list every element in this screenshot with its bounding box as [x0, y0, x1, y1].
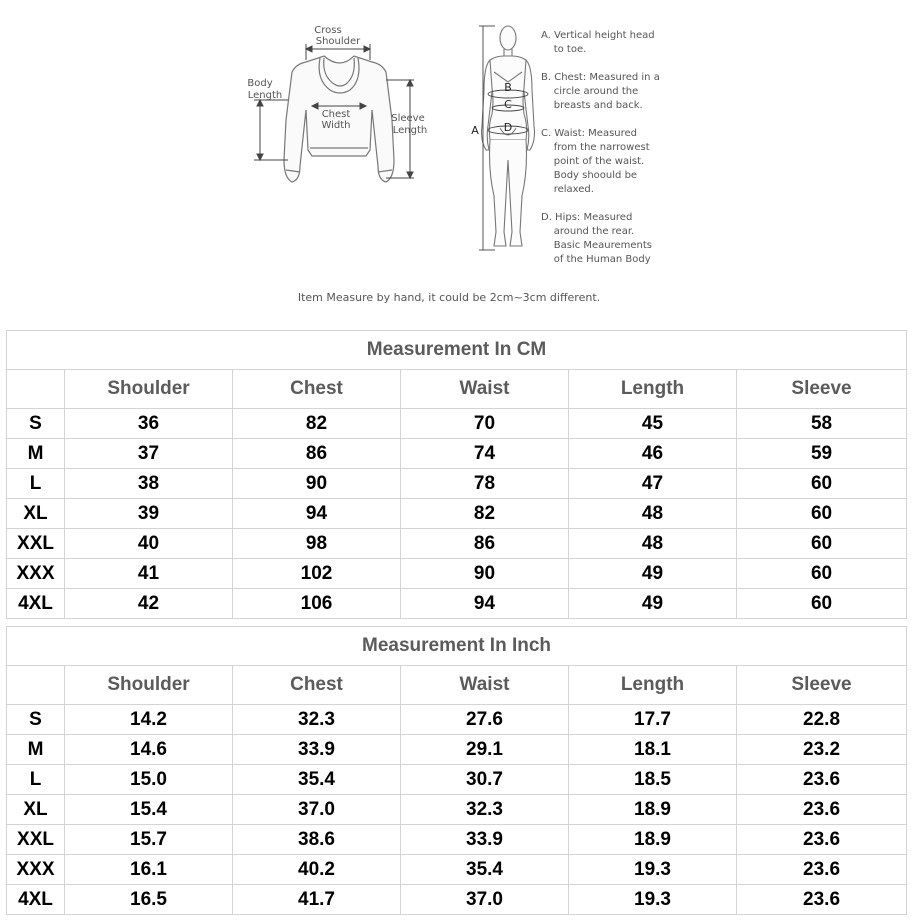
table-row [7, 855, 907, 885]
measurement-cell: 60 [737, 499, 907, 529]
diagram-graphic [0, 0, 912, 290]
measurement-cell: 15.7 [65, 825, 233, 855]
table-row [7, 559, 907, 589]
measurement-cell: 14.6 [65, 735, 233, 765]
column-header: Shoulder [65, 666, 233, 705]
measurement-cell: 15.4 [65, 795, 233, 825]
cross-shoulder-label-2: Shoulder [315, 36, 361, 47]
size-label-cell: L [7, 765, 65, 795]
definition-d [541, 212, 652, 265]
table-row [7, 409, 907, 439]
measurement-cell: 37.0 [233, 795, 401, 825]
table-title-row [7, 627, 907, 666]
size-label-cell: L [7, 469, 65, 499]
measurement-cell: 94 [401, 589, 569, 619]
table-row [7, 589, 907, 619]
size-label-cell: S [7, 705, 65, 735]
measure-note: Item Measure by hand, it could be 2cm~3cm different. [297, 291, 601, 304]
svg-text:from the narrowest: from the narrowest [541, 142, 650, 153]
size-label-cell: XXL [7, 529, 65, 559]
measurement-cell: 16.5 [65, 885, 233, 915]
chest-width-label-2: Width [321, 120, 351, 131]
column-header: Chest [233, 666, 401, 705]
column-header: Sleeve [737, 666, 907, 705]
size-label-cell: XXX [7, 855, 65, 885]
measurement-cell: 38.6 [233, 825, 401, 855]
measurement-cell: 37.0 [401, 885, 569, 915]
measurement-cell: 22.8 [737, 705, 907, 735]
table-row [7, 885, 907, 915]
measurement-cell: 48 [569, 499, 737, 529]
column-header: Length [569, 370, 737, 409]
measurement-cell: 23.6 [737, 885, 907, 915]
measurement-cell: 29.1 [401, 735, 569, 765]
svg-text:breasts and back.: breasts and back. [541, 100, 643, 111]
measurement-cell: 38 [65, 469, 233, 499]
table-row [7, 735, 907, 765]
measurement-cell: 82 [233, 409, 401, 439]
definition-a [541, 30, 655, 55]
cm-size-table [6, 330, 906, 619]
measurement-definitions [541, 30, 660, 265]
letter-d: D [503, 121, 513, 134]
table-row [7, 825, 907, 855]
measurement-cell: 15.0 [65, 765, 233, 795]
measurement-cell: 39 [65, 499, 233, 529]
definition-c [541, 128, 650, 195]
size-label-cell: M [7, 439, 65, 469]
measurement-cell: 78 [401, 469, 569, 499]
svg-text:of the Human Body: of the Human Body [541, 254, 651, 265]
definition-b [541, 72, 660, 111]
size-column-header [7, 666, 65, 705]
measurement-cell: 33.9 [401, 825, 569, 855]
measurement-cell: 37 [65, 439, 233, 469]
measurement-cell: 32.3 [233, 705, 401, 735]
measurement-cell: 90 [233, 469, 401, 499]
svg-text:circle around the: circle around the [541, 86, 639, 97]
measurement-cell: 86 [233, 439, 401, 469]
measurement-cell: 82 [401, 499, 569, 529]
inch-size-table [6, 626, 906, 915]
size-label-cell: XL [7, 795, 65, 825]
svg-text:Basic Meaurements: Basic Meaurements [541, 240, 653, 251]
measurement-cell: 19.3 [569, 855, 737, 885]
measurement-cell: 86 [401, 529, 569, 559]
measurement-cell: 94 [233, 499, 401, 529]
body-length-label-2: Length [247, 90, 283, 101]
letter-b: B [504, 81, 512, 94]
letter-a: A [471, 124, 479, 137]
measurement-cell: 18.9 [569, 825, 737, 855]
measurement-cell: 23.6 [737, 795, 907, 825]
measurement-cell: 60 [737, 529, 907, 559]
column-header: Length [569, 666, 737, 705]
measurement-cell: 46 [569, 439, 737, 469]
svg-text:B. Chest: Measured in a: B. Chest: Measured in a [541, 72, 660, 83]
measurement-cell: 23.6 [737, 765, 907, 795]
measurement-cell: 27.6 [401, 705, 569, 735]
letter-c: C [504, 98, 512, 111]
measurement-cell: 45 [569, 409, 737, 439]
table-row [7, 705, 907, 735]
svg-text:point of the waist.: point of the waist. [541, 156, 645, 167]
measurement-cell: 102 [233, 559, 401, 589]
column-header: Sleeve [737, 370, 907, 409]
body-figure-illustration [482, 26, 535, 246]
measurement-cell: 14.2 [65, 705, 233, 735]
measurement-cell: 42 [65, 589, 233, 619]
size-label-cell: S [7, 409, 65, 439]
table-row [7, 795, 907, 825]
measurement-cell: 70 [401, 409, 569, 439]
svg-text:around the rear.: around the rear. [541, 226, 635, 237]
table-row [7, 765, 907, 795]
measurement-cell: 60 [737, 559, 907, 589]
size-label-cell: 4XL [7, 885, 65, 915]
measurement-cell: 18.1 [569, 735, 737, 765]
svg-text:Body shoould be: Body shoould be [541, 170, 638, 181]
measurement-cell: 36 [65, 409, 233, 439]
table-title: Measurement In Inch [7, 627, 907, 666]
measurement-cell: 98 [233, 529, 401, 559]
measurement-cell: 48 [569, 529, 737, 559]
size-label-cell: 4XL [7, 589, 65, 619]
measurement-cell: 40 [65, 529, 233, 559]
measurement-cell: 60 [737, 469, 907, 499]
measurement-cell: 106 [233, 589, 401, 619]
measurement-cell: 32.3 [401, 795, 569, 825]
size-label-cell: M [7, 735, 65, 765]
size-column-header [7, 370, 65, 409]
table-row [7, 499, 907, 529]
measurement-cell: 16.1 [65, 855, 233, 885]
table-header-row [7, 666, 907, 705]
measurement-cell: 90 [401, 559, 569, 589]
measurement-cell: 17.7 [569, 705, 737, 735]
measurement-diagram [0, 0, 912, 320]
table-row [7, 469, 907, 499]
measurement-cell: 35.4 [401, 855, 569, 885]
body-length-label-1: Body [247, 78, 273, 89]
cross-shoulder-label-1: Cross [314, 25, 342, 36]
svg-text:relaxed.: relaxed. [541, 184, 594, 195]
measurement-cell: 41 [65, 559, 233, 589]
table-title-row [7, 331, 907, 370]
measurement-cell: 23.2 [737, 735, 907, 765]
table-title: Measurement In CM [7, 331, 907, 370]
measurement-cell: 35.4 [233, 765, 401, 795]
measurement-cell: 47 [569, 469, 737, 499]
measurement-cell: 59 [737, 439, 907, 469]
measurement-cell: 23.6 [737, 855, 907, 885]
measurement-cell: 49 [569, 589, 737, 619]
measurement-cell: 60 [737, 589, 907, 619]
table-row [7, 529, 907, 559]
svg-text:C. Waist: Measured: C. Waist: Measured [541, 128, 638, 139]
measurement-cell: 19.3 [569, 885, 737, 915]
measurement-cell: 40.2 [233, 855, 401, 885]
size-label-cell: XXX [7, 559, 65, 589]
measurement-cell: 49 [569, 559, 737, 589]
size-label-cell: XL [7, 499, 65, 529]
sleeve-length-label-1: Sleeve [391, 113, 425, 124]
column-header: Shoulder [65, 370, 233, 409]
measurement-cell: 18.5 [569, 765, 737, 795]
table-row [7, 439, 907, 469]
measurement-cell: 74 [401, 439, 569, 469]
size-label-cell: XXL [7, 825, 65, 855]
measurement-cell: 33.9 [233, 735, 401, 765]
measurement-cell: 41.7 [233, 885, 401, 915]
measurement-cell: 18.9 [569, 795, 737, 825]
column-header: Waist [401, 370, 569, 409]
svg-text:A. Vertical height head: A. Vertical height head [541, 30, 655, 41]
measurement-cell: 30.7 [401, 765, 569, 795]
chest-width-label-1: Chest [321, 109, 351, 120]
measurement-cell: 58 [737, 409, 907, 439]
sleeve-length-label-2: Length [392, 125, 428, 136]
svg-text:D. Hips: Measured: D. Hips: Measured [541, 212, 633, 223]
svg-text:to toe.: to toe. [541, 44, 587, 55]
column-header: Chest [233, 370, 401, 409]
table-header-row [7, 370, 907, 409]
measurement-cell: 23.6 [737, 825, 907, 855]
column-header: Waist [401, 666, 569, 705]
